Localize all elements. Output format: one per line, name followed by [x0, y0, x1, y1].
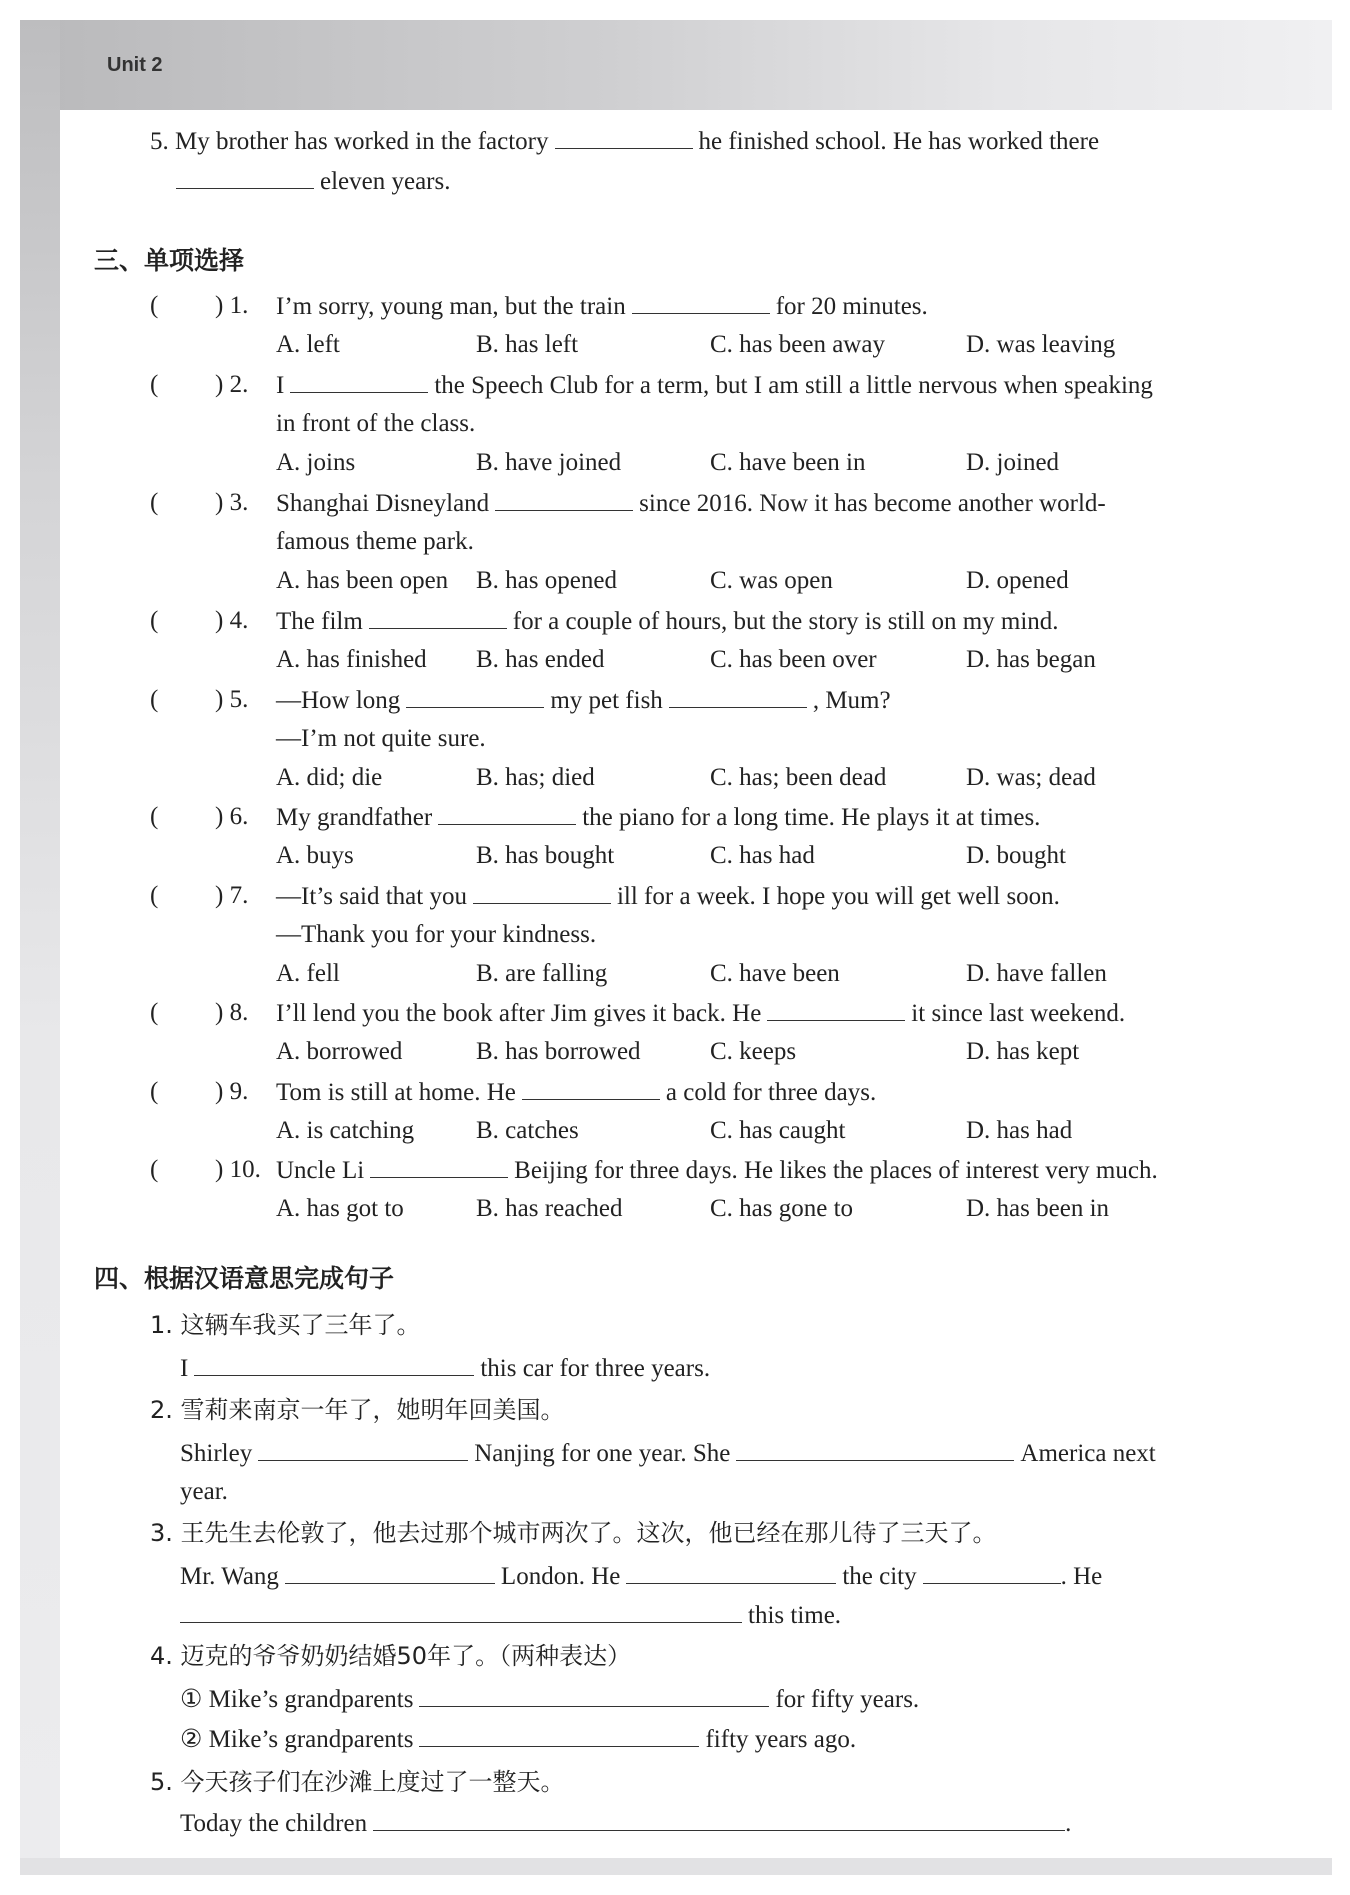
question-stem-line	[276, 370, 1153, 401]
stem-text: it since last weekend.	[911, 1000, 1126, 1027]
s4-item1-english	[180, 1353, 710, 1384]
stem-text: a cold for three days.	[665, 1079, 877, 1106]
option-c[interactable]: C. was open	[710, 567, 833, 594]
s4-item3-chinese: 3. 王先生去伦敦了，他去过那个城市两次了。这次，他已经在那儿待了三天了。	[150, 1519, 997, 1547]
answer-paren[interactable]: (	[150, 1078, 159, 1105]
answer-paren[interactable]: (	[150, 803, 159, 830]
option-b[interactable]: B. catches	[476, 1117, 579, 1144]
option-a[interactable]: A. fell	[276, 960, 340, 987]
answer-blank[interactable]	[285, 1561, 495, 1584]
option-a[interactable]: A. has finished	[276, 646, 427, 673]
option-d[interactable]: D. was leaving	[966, 331, 1116, 358]
option-b[interactable]: B. has; died	[476, 764, 595, 791]
s4-item4-chinese: 4. 迈克的爷爷奶奶结婚50年了。（两种表达）	[150, 1642, 632, 1670]
unit-label: Unit 2	[107, 54, 163, 76]
question-stem-line	[276, 881, 1060, 912]
text: he finished school. He has worked there	[698, 128, 1100, 155]
answer-paren[interactable]: (	[150, 489, 159, 516]
part2-item5-line2	[176, 166, 450, 197]
question-number: ) 8.	[215, 999, 249, 1026]
question-number: ) 2.	[215, 371, 249, 398]
section4-title: 四、根据汉语意思完成句子	[94, 1264, 395, 1293]
option-a[interactable]: A. did; die	[276, 764, 383, 791]
text: Today the children	[180, 1810, 368, 1837]
question-number: ) 7.	[215, 882, 249, 909]
option-c[interactable]: C. has gone to	[710, 1195, 854, 1222]
answer-blank[interactable]	[419, 1724, 699, 1747]
text: eleven years.	[320, 168, 451, 195]
option-a[interactable]: A. has been open	[276, 567, 449, 594]
answer-paren[interactable]: (	[150, 882, 159, 909]
option-d[interactable]: D. joined	[966, 449, 1060, 476]
s4-item5-chinese: 5. 今天孩子们在沙滩上度过了一整天。	[150, 1768, 565, 1796]
option-c[interactable]: C. has been away	[710, 331, 885, 358]
option-d[interactable]: D. have fallen	[966, 960, 1107, 987]
answer-blank[interactable]	[555, 126, 693, 149]
option-a[interactable]: A. borrowed	[276, 1038, 403, 1065]
option-c[interactable]: C. have been in	[710, 449, 866, 476]
answer-blank[interactable]	[438, 802, 576, 825]
stem-text: The film	[276, 608, 363, 635]
answer-paren[interactable]: (	[150, 999, 159, 1026]
text: Mr. Wang	[180, 1563, 279, 1590]
question-number: ) 10.	[215, 1156, 261, 1183]
text: I	[180, 1355, 189, 1382]
stem-text: for 20 minutes.	[775, 293, 928, 320]
option-a[interactable]: A. left	[276, 331, 340, 358]
option-d[interactable]: D. bought	[966, 842, 1066, 869]
answer-blank[interactable]	[290, 370, 428, 393]
stem-text: —How long	[276, 687, 401, 714]
stem-text: —I’m not quite sure.	[276, 725, 486, 752]
option-b[interactable]: B. has bought	[476, 842, 615, 869]
stem-text: the Speech Club for a term, but I am still a little nervous when speaking	[434, 372, 1153, 399]
option-d[interactable]: D. has been in	[966, 1195, 1110, 1222]
s4-item4-expression2	[180, 1724, 856, 1755]
answer-blank[interactable]	[369, 606, 507, 629]
option-d[interactable]: D. has kept	[966, 1038, 1080, 1065]
stem-text: ill for a week. I hope you will get well soon.	[616, 883, 1060, 910]
answer-blank[interactable]	[473, 881, 611, 904]
text: this time.	[748, 1602, 842, 1629]
answer-blank[interactable]	[736, 1438, 1014, 1461]
question-number: ) 5.	[215, 686, 249, 713]
page-frame-bottom	[20, 1858, 1332, 1875]
answer-paren[interactable]: (	[150, 607, 159, 634]
answer-blank[interactable]	[495, 488, 633, 511]
answer-blank[interactable]	[632, 291, 770, 314]
text: London. He	[500, 1563, 621, 1590]
stem-text: for a couple of hours, but the story is still on my mind.	[512, 608, 1059, 635]
question-stem-line	[276, 527, 474, 557]
text: ① Mike’s grandparents	[180, 1686, 414, 1713]
option-b[interactable]: B. has borrowed	[476, 1038, 641, 1065]
text: America next	[1020, 1440, 1156, 1467]
s4-item1-chinese: 1. 这辆车我买了三年了。	[150, 1311, 421, 1339]
stem-text: My grandfather	[276, 804, 433, 831]
part2-item5-line1	[150, 126, 1099, 157]
s4-item2-chinese: 2. 雪莉来南京一年了，她明年回美国。	[150, 1396, 565, 1424]
stem-text: —Thank you for your kindness.	[276, 921, 597, 948]
question-stem-line	[276, 998, 1125, 1029]
answer-paren[interactable]: (	[150, 292, 159, 319]
question-stem-line	[276, 802, 1040, 833]
option-b[interactable]: B. have joined	[476, 449, 622, 476]
option-b[interactable]: B. has reached	[476, 1195, 623, 1222]
question-number: ) 1.	[215, 292, 249, 319]
stem-text: —It’s said that you	[276, 883, 467, 910]
answer-blank[interactable]	[370, 1155, 508, 1178]
answer-blank[interactable]	[419, 1684, 769, 1707]
option-c[interactable]: C. has had	[710, 842, 815, 869]
text: this car for three years.	[480, 1355, 711, 1382]
question-stem-line	[276, 409, 475, 439]
answer-blank[interactable]	[258, 1438, 468, 1461]
answer-blank[interactable]	[669, 685, 807, 708]
s4-item3-english-cont	[180, 1600, 841, 1631]
option-d[interactable]: D. has had	[966, 1117, 1073, 1144]
stem-text: Tom is still at home. He	[276, 1079, 516, 1106]
question-stem-line	[276, 291, 928, 322]
answer-blank[interactable]	[767, 998, 905, 1021]
s4-item5-english	[180, 1808, 1071, 1839]
text: the city	[842, 1563, 917, 1590]
option-b[interactable]: B. are falling	[476, 960, 608, 987]
option-b[interactable]: B. has ended	[476, 646, 605, 673]
answer-blank[interactable]	[176, 166, 314, 189]
stem-text: Uncle Li	[276, 1157, 365, 1184]
option-d[interactable]: D. has began	[966, 646, 1096, 673]
question-stem-line	[276, 1077, 876, 1108]
option-a[interactable]: A. has got to	[276, 1195, 404, 1222]
option-d[interactable]: D. opened	[966, 567, 1069, 594]
page-frame-top	[20, 20, 1332, 110]
question-stem-line	[276, 724, 486, 754]
text: . He	[1060, 1563, 1103, 1590]
answer-blank[interactable]	[373, 1808, 1065, 1831]
question-number: ) 3.	[215, 489, 249, 516]
s4-item2-english-cont: year.	[180, 1478, 228, 1505]
question-stem-line	[276, 606, 1059, 637]
option-c[interactable]: C. keeps	[710, 1038, 797, 1065]
option-b[interactable]: B. has left	[476, 331, 579, 358]
answer-blank[interactable]	[406, 685, 544, 708]
stem-text: I	[276, 372, 285, 399]
stem-text: in front of the class.	[276, 410, 476, 437]
question-number: ) 9.	[215, 1078, 249, 1105]
option-c[interactable]: C. has caught	[710, 1117, 846, 1144]
s4-item3-english	[180, 1561, 1102, 1592]
s4-item2-english	[180, 1438, 1156, 1469]
answer-paren[interactable]: (	[150, 1156, 159, 1183]
question-stem-line	[276, 920, 596, 950]
text: .	[1065, 1810, 1072, 1837]
section3-title: 三、单项选择	[94, 246, 245, 275]
option-a[interactable]: A. is catching	[276, 1117, 415, 1144]
answer-blank[interactable]	[923, 1561, 1061, 1584]
text: fifty years ago.	[705, 1726, 857, 1753]
option-c[interactable]: C. has been over	[710, 646, 877, 673]
text: 5. My brother has worked in the factory	[150, 128, 549, 155]
stem-text: famous theme park.	[276, 528, 474, 555]
answer-blank[interactable]	[194, 1353, 474, 1376]
stem-text: , Mum?	[812, 687, 891, 714]
s4-item4-expression1	[180, 1684, 919, 1715]
stem-text: Beijing for three days. He likes the places of interest very much.	[514, 1157, 1158, 1184]
stem-text: Shanghai Disneyland	[276, 490, 490, 517]
stem-text: I’ll lend you the book after Jim gives it back. He	[276, 1000, 762, 1027]
stem-text: the piano for a long time. He plays it at times.	[582, 804, 1041, 831]
option-c[interactable]: C. has; been dead	[710, 764, 887, 791]
question-stem-line	[276, 488, 1106, 519]
stem-text: since 2016. Now it has become another world-	[639, 490, 1106, 517]
text: ② Mike’s grandparents	[180, 1726, 414, 1753]
option-b[interactable]: B. has opened	[476, 567, 617, 594]
question-stem-line	[276, 685, 891, 716]
option-d[interactable]: D. was; dead	[966, 764, 1096, 791]
answer-blank[interactable]	[626, 1561, 836, 1584]
text: Shirley	[180, 1440, 253, 1467]
option-a[interactable]: A. joins	[276, 449, 356, 476]
stem-text: I’m sorry, young man, but the train	[276, 293, 626, 320]
text: Nanjing for one year. She	[474, 1440, 731, 1467]
answer-paren[interactable]: (	[150, 686, 159, 713]
question-number: ) 6.	[215, 803, 249, 830]
answer-blank[interactable]	[522, 1077, 660, 1100]
stem-text: my pet fish	[550, 687, 663, 714]
text: for fifty years.	[775, 1686, 920, 1713]
option-a[interactable]: A. buys	[276, 842, 354, 869]
option-c[interactable]: C. have been	[710, 960, 840, 987]
question-number: ) 4.	[215, 607, 249, 634]
page-frame-left	[20, 20, 60, 1875]
answer-blank[interactable]	[180, 1600, 742, 1623]
answer-paren[interactable]: (	[150, 371, 159, 398]
question-stem-line	[276, 1155, 1158, 1186]
